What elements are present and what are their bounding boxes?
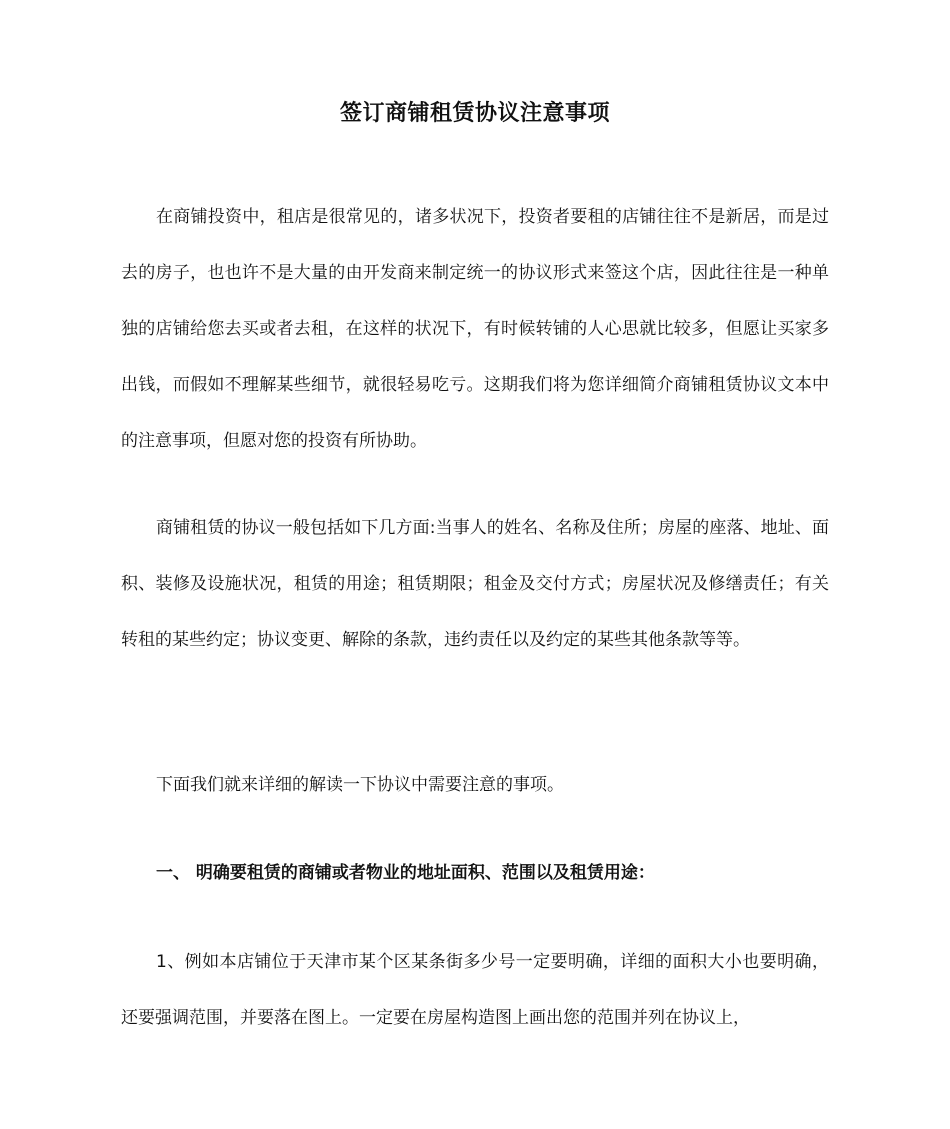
document-title: 签订商铺租赁协议注意事项 xyxy=(339,101,610,126)
intro-paragraph: 在商铺投资中，租店是很常见的，诸多状况下，投资者要租的店铺往往不是新居，而是过去的房子，也也许不是大量的由开发商来制定统一的协议形式来签这个店，因此往往是一种单独的店铺给您去买或者去租，在这样的状况下，有时候转铺的人心思就比较多，但愿让买家多出钱，而假如不理解某些细节，就很轻易吃亏。这期我们将为您详细简介商铺租赁协议文本中的注意事项，但愿对您的投资有所协助。 xyxy=(121,207,829,451)
section-1-item-1: 1、例如本店铺位于天津市某个区某条街多少号一定要明确，详细的面积大小也要明确，还要强调范围，并要落在图上。一定要在房屋构造图上画出您的范围并列在协议上， xyxy=(121,952,829,1028)
contract-contents-paragraph: 商铺租赁的协议一般包括如下几方面:当事人的姓名、名称及住所；房屋的座落、地址、面积、装修及设施状况，租赁的用途；租赁期限；租金及交付方式；房屋状况及修缮责任；有关转租的某些约定；协议变更、解除的条款，违约责任以及约定的某些其他条款等等。 xyxy=(121,518,829,650)
section-heading-1: 一、 明确要租赁的商铺或者物业的地址面积、范围以及租赁用途： xyxy=(156,863,655,883)
transition-paragraph: 下面我们就来详细的解读一下协议中需要注意的事项。 xyxy=(156,775,564,795)
